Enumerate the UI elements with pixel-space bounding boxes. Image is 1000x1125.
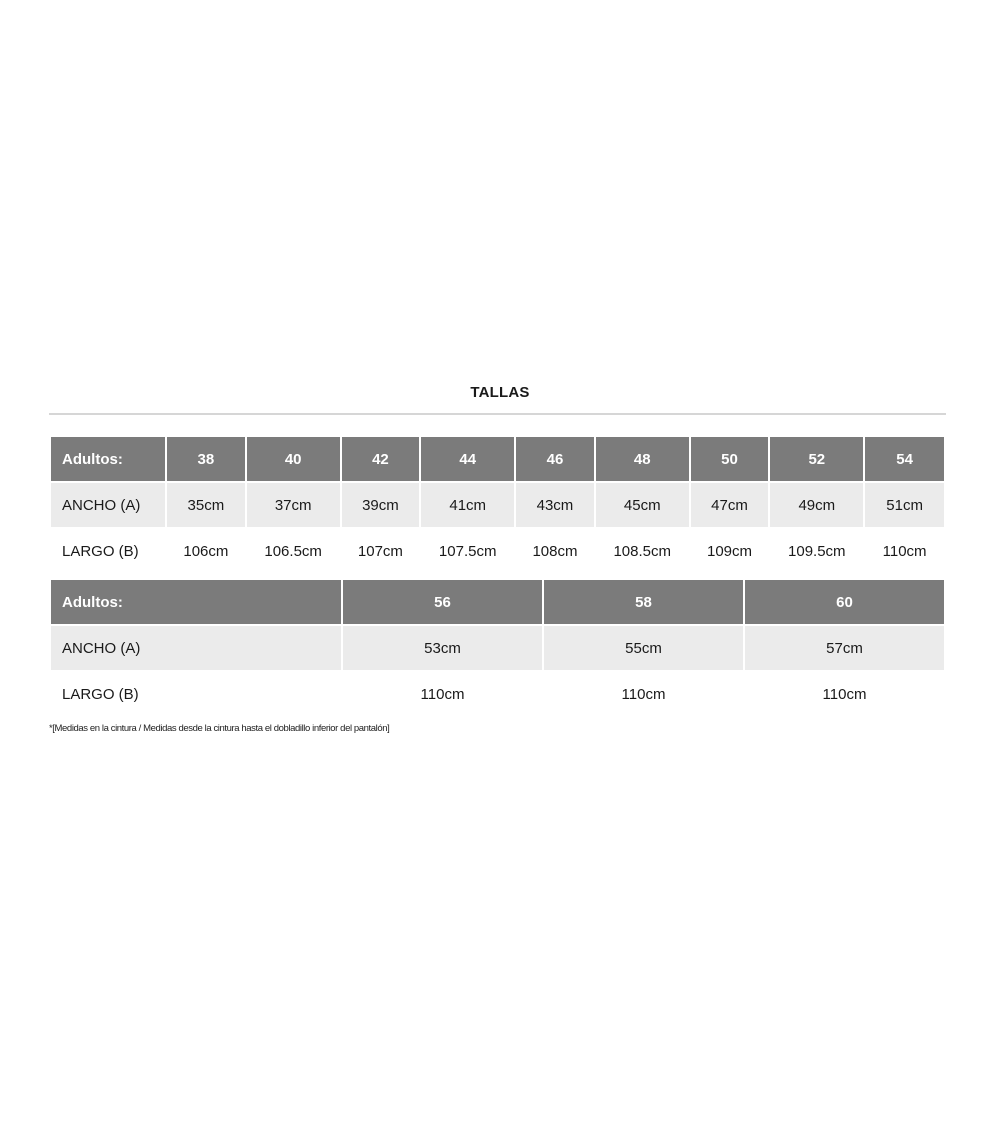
size-header-cell: 54 [865,437,944,481]
page-title: TALLAS [470,384,530,401]
size-header-cell: 58 [544,580,743,624]
size-header-cell: 50 [691,437,769,481]
largo-cell: 110cm [865,529,944,573]
ancho-cell: 55cm [544,626,743,670]
size-header-cell: 42 [342,437,420,481]
largo-cell: 107cm [342,529,420,573]
header-label: Adultos: [51,437,165,481]
ancho-cell: 53cm [343,626,542,670]
row-label-ancho: ANCHO (A) [51,626,341,670]
ancho-cell: 43cm [516,483,594,527]
ancho-cell: 45cm [596,483,689,527]
largo-cell: 110cm [544,672,743,716]
header-label: Adultos: [51,580,341,624]
footnote: *[Medidas en la cintura / Medidas desde la cintura hasta el dobladillo inferior del pantalón] [49,723,390,734]
size-header-cell: 52 [770,437,863,481]
ancho-cell: 37cm [247,483,340,527]
table-row [51,529,944,573]
size-header-cell: 60 [745,580,944,624]
ancho-cell: 47cm [691,483,769,527]
ancho-cell: 49cm [770,483,863,527]
size-header-cell: 56 [343,580,542,624]
row-label-largo: LARGO (B) [51,529,165,573]
table-header-row [51,437,944,481]
ancho-cell: 57cm [745,626,944,670]
largo-cell: 110cm [745,672,944,716]
row-label-ancho: ANCHO (A) [51,483,165,527]
table-row [51,626,944,670]
size-header-cell: 38 [167,437,245,481]
largo-cell: 109cm [691,529,769,573]
largo-cell: 108.5cm [596,529,689,573]
largo-cell: 108cm [516,529,594,573]
ancho-cell: 51cm [865,483,944,527]
size-header-cell: 46 [516,437,594,481]
largo-cell: 109.5cm [770,529,863,573]
table-header-row [51,580,944,624]
size-header-cell: 44 [421,437,514,481]
size-header-cell: 40 [247,437,340,481]
ancho-cell: 39cm [342,483,420,527]
table-row [51,672,944,716]
largo-cell: 106cm [167,529,245,573]
ancho-cell: 35cm [167,483,245,527]
size-table-2 [49,578,946,718]
size-header-cell: 48 [596,437,689,481]
size-table-1 [49,435,946,575]
largo-cell: 107.5cm [421,529,514,573]
largo-cell: 106.5cm [247,529,340,573]
title-divider [49,413,946,415]
table-row [51,483,944,527]
row-label-largo: LARGO (B) [51,672,341,716]
ancho-cell: 41cm [421,483,514,527]
largo-cell: 110cm [343,672,542,716]
